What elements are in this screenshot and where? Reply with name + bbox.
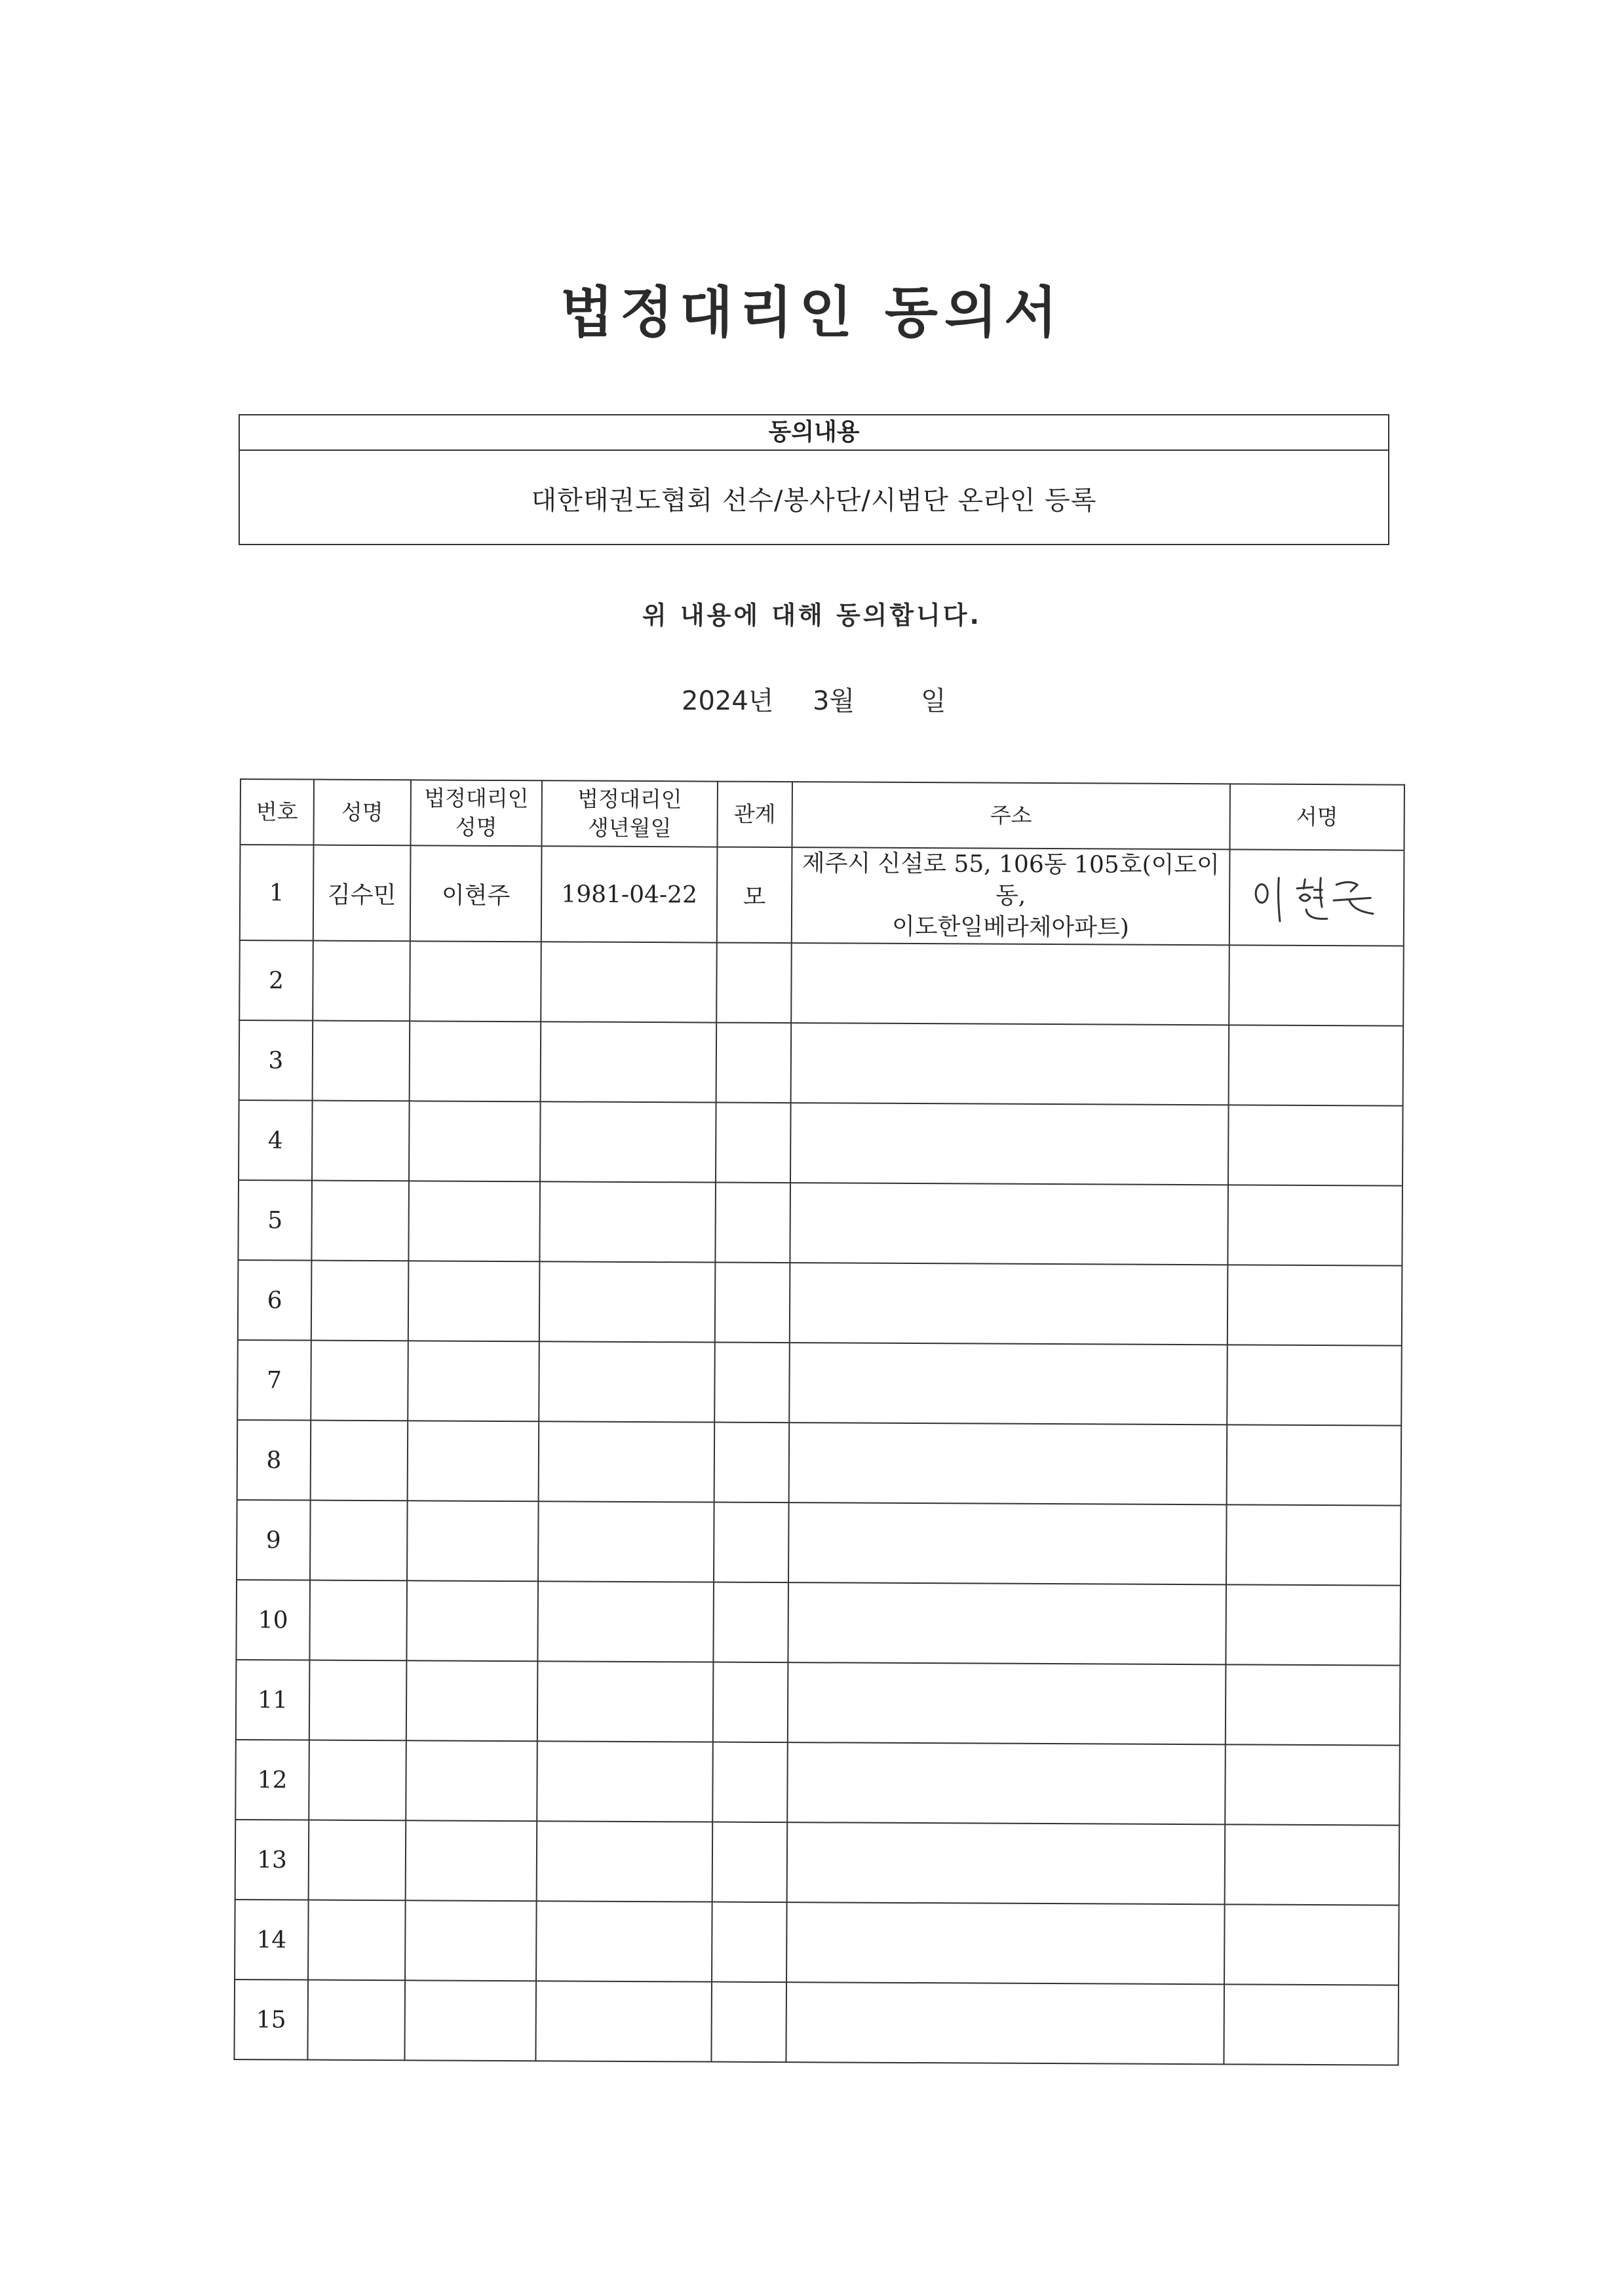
row-address bbox=[791, 1023, 1229, 1105]
row-name bbox=[309, 1580, 407, 1661]
header-guardian-name-line1: 법정대리인 bbox=[424, 785, 529, 812]
row-relation bbox=[712, 1742, 788, 1823]
row-address bbox=[790, 1103, 1229, 1185]
row-guardian-name bbox=[406, 1660, 538, 1741]
row-address bbox=[790, 1183, 1228, 1265]
row-guardian-birth bbox=[537, 1661, 714, 1742]
row-name bbox=[313, 1021, 410, 1101]
row-name bbox=[309, 1660, 407, 1741]
row-guardian-name bbox=[407, 1501, 539, 1581]
row-guardian-name bbox=[409, 1101, 541, 1181]
row-address-line bbox=[789, 1542, 1226, 1544]
row-guardian-birth bbox=[539, 1341, 715, 1422]
row-guardian-name bbox=[408, 1421, 539, 1501]
table-row bbox=[235, 1900, 1399, 1985]
row-relation bbox=[714, 1423, 790, 1503]
row-number: 5 bbox=[238, 1180, 312, 1261]
row-signature bbox=[1229, 1025, 1404, 1105]
row-signature bbox=[1228, 1105, 1403, 1185]
row-guardian-name bbox=[406, 1740, 537, 1821]
row-address-line: 이도한일베라체아파트) bbox=[891, 913, 1129, 942]
row-guardian-birth: 1981-04-22 bbox=[541, 846, 718, 942]
header-relation: 관계 bbox=[717, 782, 792, 848]
row-address-line bbox=[790, 1383, 1227, 1385]
row-guardian-birth bbox=[539, 1421, 715, 1502]
row-number: 1 bbox=[240, 845, 314, 941]
row-address bbox=[789, 1343, 1228, 1425]
row-name bbox=[307, 1980, 405, 2061]
row-address-line bbox=[788, 1782, 1225, 1784]
row-relation bbox=[713, 1582, 788, 1663]
row-guardian-birth bbox=[537, 1741, 713, 1822]
row-number: 2 bbox=[239, 940, 313, 1021]
row-name bbox=[311, 1181, 409, 1261]
row-address bbox=[790, 1263, 1228, 1345]
row-number: 12 bbox=[235, 1740, 309, 1820]
row-signature bbox=[1229, 849, 1404, 946]
table-row bbox=[237, 1340, 1402, 1426]
row-address bbox=[787, 1742, 1226, 1824]
header-guardian-birth bbox=[542, 780, 718, 847]
row-guardian-name bbox=[410, 941, 541, 1022]
row-guardian-name bbox=[405, 1900, 537, 1981]
agreement-statement: 위 내용에 대해 동의합니다. bbox=[642, 601, 982, 630]
row-address-line bbox=[790, 1303, 1227, 1305]
row-guardian-name: 이현주 bbox=[410, 845, 542, 942]
header-signature: 서명 bbox=[1229, 784, 1404, 850]
header-guardian-name-line2: 성명 bbox=[455, 814, 497, 840]
header-guardian-name bbox=[411, 780, 542, 846]
row-address-line bbox=[792, 983, 1228, 985]
row-number: 6 bbox=[238, 1260, 312, 1341]
consent-body: 대한태권도협회 선수/봉사단/시범단 온라인 등록 bbox=[531, 485, 1097, 516]
table-row bbox=[238, 1180, 1402, 1266]
row-number: 11 bbox=[236, 1660, 310, 1740]
row-address-line bbox=[791, 1143, 1228, 1145]
table-row bbox=[239, 1100, 1403, 1186]
row-number: 13 bbox=[235, 1820, 309, 1900]
row-number: 14 bbox=[235, 1900, 309, 1980]
row-address-line bbox=[792, 1063, 1228, 1065]
row-name bbox=[311, 1261, 409, 1341]
table-row bbox=[236, 1660, 1401, 1746]
row-name bbox=[312, 1101, 410, 1181]
consent-header: 동의내용 bbox=[240, 415, 1388, 451]
row-signature bbox=[1228, 1265, 1402, 1345]
row-guardian-birth bbox=[537, 1581, 714, 1662]
header-name: 성명 bbox=[314, 780, 411, 846]
row-address bbox=[786, 1902, 1225, 1984]
row-address bbox=[792, 847, 1230, 945]
row-signature bbox=[1227, 1425, 1402, 1505]
row-signature bbox=[1226, 1504, 1401, 1585]
row-address-line bbox=[790, 1463, 1226, 1464]
table-row bbox=[235, 1740, 1400, 1826]
table-row bbox=[237, 1420, 1402, 1506]
row-guardian-name bbox=[406, 1820, 537, 1901]
table-header-row bbox=[241, 779, 1404, 851]
table-row bbox=[239, 940, 1404, 1026]
row-number: 7 bbox=[237, 1340, 311, 1421]
row-address-line bbox=[790, 1383, 1227, 1385]
row-name bbox=[308, 1900, 406, 1981]
table-row bbox=[237, 1500, 1401, 1586]
row-relation bbox=[715, 1263, 790, 1343]
header-address: 주소 bbox=[792, 782, 1229, 849]
date-year: 2024년 bbox=[682, 686, 774, 716]
row-address-line bbox=[788, 1702, 1225, 1704]
row-signature bbox=[1227, 1345, 1402, 1425]
row-relation bbox=[712, 1902, 787, 1983]
row-name: 김수민 bbox=[313, 845, 411, 942]
row-address-line bbox=[789, 1622, 1226, 1624]
row-address bbox=[788, 1582, 1226, 1664]
row-name bbox=[309, 1740, 406, 1821]
row-address bbox=[788, 1662, 1226, 1744]
row-guardian-birth bbox=[535, 1981, 712, 2061]
date-month: 3월 bbox=[813, 686, 855, 716]
header-guardian-birth-line2: 생년월일 bbox=[587, 814, 672, 841]
row-address-line bbox=[791, 1223, 1228, 1225]
header-guardian-birth-line1: 법정대리인 bbox=[577, 786, 682, 813]
row-relation bbox=[715, 1183, 790, 1263]
row-address-line: 제주시 신설로 55, 106동 105호(이도이동, bbox=[802, 850, 1220, 909]
row-signature bbox=[1225, 1824, 1400, 1905]
row-address-line bbox=[788, 1702, 1225, 1704]
row-guardian-birth bbox=[537, 1821, 713, 1902]
row-number: 10 bbox=[236, 1580, 310, 1660]
table-row bbox=[238, 1260, 1402, 1346]
row-name bbox=[311, 1341, 408, 1421]
row-guardian-birth bbox=[541, 942, 717, 1022]
row-relation bbox=[713, 1662, 788, 1743]
row-number: 4 bbox=[239, 1100, 313, 1181]
row-address-line bbox=[788, 1862, 1224, 1864]
table-row bbox=[240, 845, 1404, 946]
row-signature bbox=[1224, 1904, 1399, 1985]
row-signature bbox=[1224, 1984, 1399, 2065]
row-relation bbox=[716, 1103, 791, 1183]
row-address-line bbox=[787, 2022, 1224, 2024]
row-name bbox=[311, 1421, 408, 1501]
row-address-line bbox=[791, 1143, 1228, 1145]
row-address bbox=[786, 1982, 1224, 2064]
row-guardian-name bbox=[410, 1021, 541, 1101]
row-address bbox=[788, 1502, 1227, 1584]
row-signature bbox=[1228, 1185, 1402, 1265]
row-signature bbox=[1225, 1744, 1400, 1825]
row-address bbox=[791, 943, 1229, 1025]
row-guardian-name bbox=[404, 1980, 536, 2061]
row-address-line bbox=[790, 1303, 1227, 1305]
row-number: 15 bbox=[234, 1980, 308, 2060]
table-row bbox=[234, 1980, 1399, 2065]
row-address-line bbox=[789, 1542, 1226, 1544]
row-address bbox=[789, 1423, 1228, 1504]
row-address-line bbox=[792, 983, 1228, 985]
row-signature bbox=[1226, 1584, 1401, 1665]
row-address-line bbox=[792, 1063, 1228, 1065]
header-no: 번호 bbox=[241, 779, 314, 845]
consent-box bbox=[239, 414, 1389, 545]
row-guardian-birth bbox=[538, 1501, 714, 1582]
row-relation bbox=[714, 1343, 790, 1423]
row-number: 3 bbox=[239, 1020, 313, 1101]
row-guardian-birth bbox=[541, 1022, 717, 1102]
row-guardian-name bbox=[408, 1341, 539, 1421]
handwritten-signature bbox=[1245, 864, 1389, 930]
row-address-line bbox=[789, 1622, 1226, 1624]
row-guardian-name bbox=[408, 1181, 540, 1261]
row-address bbox=[787, 1822, 1226, 1904]
row-address-line bbox=[787, 1942, 1224, 1944]
table-row bbox=[239, 1020, 1404, 1106]
row-relation bbox=[716, 1023, 792, 1103]
row-relation bbox=[712, 1822, 788, 1903]
row-name bbox=[309, 1820, 406, 1901]
table-row bbox=[235, 1820, 1400, 1905]
row-address-line bbox=[791, 1223, 1228, 1225]
row-name bbox=[310, 1501, 408, 1581]
row-address-line bbox=[790, 1463, 1226, 1464]
guardian-registry-table bbox=[233, 778, 1405, 2066]
row-relation bbox=[711, 1982, 786, 2063]
row-signature bbox=[1229, 945, 1404, 1025]
row-guardian-birth bbox=[536, 1901, 712, 1981]
row-signature bbox=[1226, 1664, 1401, 1745]
document-title: 법정대리인 동의서 bbox=[560, 280, 1064, 345]
table-row bbox=[236, 1580, 1401, 1666]
row-guardian-name bbox=[406, 1580, 538, 1661]
row-address-line bbox=[787, 1942, 1224, 1944]
row-name bbox=[313, 941, 410, 1022]
row-address-line bbox=[787, 2022, 1224, 2024]
row-relation: 모 bbox=[717, 847, 792, 944]
row-relation bbox=[714, 1502, 789, 1583]
row-number: 9 bbox=[237, 1500, 311, 1580]
row-address-line bbox=[788, 1782, 1225, 1784]
row-guardian-birth bbox=[539, 1261, 716, 1342]
row-guardian-name bbox=[408, 1261, 540, 1341]
row-guardian-birth bbox=[540, 1101, 716, 1182]
row-address-line bbox=[788, 1862, 1224, 1864]
date-day: 일 bbox=[921, 686, 946, 716]
row-relation bbox=[716, 943, 792, 1024]
row-number: 8 bbox=[237, 1420, 311, 1501]
row-guardian-birth bbox=[539, 1181, 716, 1262]
